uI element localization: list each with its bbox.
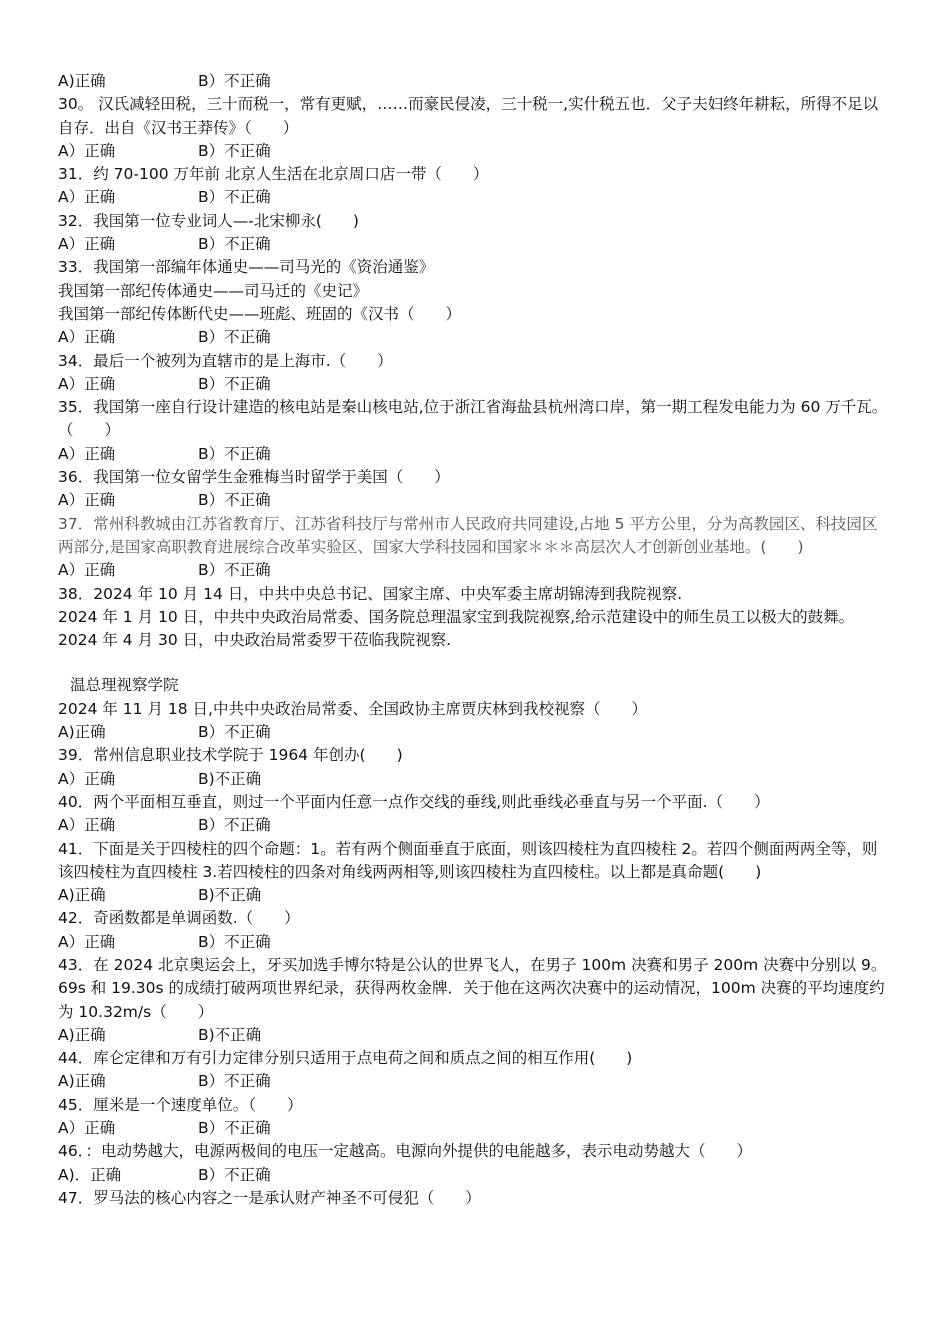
option-b: B)不正确 [198,886,262,905]
option-b: B）不正确 [198,491,271,510]
option-b: B）不正确 [198,188,271,207]
option-b: B）不正确 [198,72,271,90]
answer-options [58,373,890,396]
question-45: 45．厘米是一个速度单位。（ ） [58,1095,303,1114]
question-41: 41．下面是关于四棱柱的四个命题：1。若有两个侧面垂直于底面，则该四棱柱为直四棱柱 2。若四个侧面两两全等，则该四棱柱为直四棱柱 3.若四棱柱的四条对角线两两相等,则该四棱柱为直四棱柱。以上都是真命题( ) [58,839,878,881]
option-b: B）不正确 [198,1119,271,1138]
question-40: 40．两个平面相互垂直，则过一个平面内任意一点作交线的垂线,则此垂线必垂直与另一个平面.（ ） [58,792,770,811]
question-33: 33．我国第一部编年体通史——司马光的《资治通鉴》 [58,258,435,277]
question-33-line-3: 我国第一部纪传体断代史——班彪、班固的《汉书（ ） [58,304,462,323]
option-a: A)正确 [58,886,106,905]
answer-options [58,140,890,163]
question-37[interactable]: 37．常州科教城由江苏省教育厅、江苏省科技厅与常州市人民政府共同建设,占地 5 平方公里，分为高教园区、科技园区两部分,是国家高职教育进展综合改革实验区、国家大学科技园和国家＊＊＊高层次人才创新创业基地。( ) [58,514,878,556]
answer-options [58,814,890,837]
option-b: B）不正确 [198,374,271,393]
option-a: A)．正确 [58,1165,122,1184]
answer-options [58,70,890,93]
option-a: A)正确 [58,723,106,742]
option-b: B）不正确 [198,932,271,951]
blank-gap [58,652,890,674]
question-35: 35．我国第一座自行设计建造的核电站是秦山核电站,位于浙江省海盐县杭州湾口岸，第一期工程发电能力为 60 万千瓦。（ ） [58,398,888,440]
answer-options [58,186,890,209]
answer-options [58,1070,890,1093]
option-a: A）正确 [58,491,116,510]
option-a: A）正确 [58,1119,116,1138]
answer-options [58,233,890,256]
option-a: A)正确 [58,72,106,90]
option-b: B）不正确 [198,141,271,160]
answer-options [58,721,890,744]
answer-options [58,768,890,791]
option-b: B）不正确 [198,816,271,835]
option-b: B）不正确 [198,1072,271,1091]
question-33-line-2: 我国第一部纪传体通史——司马迁的《史记》 [58,281,369,300]
question-46: 46．：电动势越大，电源两极间的电压一定越高。电源向外提供的电能越多，表示电动势越大（ ） [58,1142,752,1161]
question-38-line-4: 2024 年 11 月 18 日,中共中央政治局常委、全国政协主席贾庆林到我校视察（ ） [58,699,647,718]
option-a: A）正确 [58,816,116,835]
question-47: 47．罗马法的核心内容之一是承认财产神圣不可侵犯（ ） [58,1188,481,1207]
option-a: A）正确 [58,769,116,788]
option-b: B）不正确 [198,1165,271,1184]
question-38: 38．2024 年 10 月 14 日，中共中央总书记、国家主席、中央军委主席胡锦涛到我院视察. [58,584,683,603]
option-a: A）正确 [58,374,116,393]
answer-options [58,931,890,954]
question-34: 34．最后一个被列为直辖市的是上海市.（ ） [58,351,393,370]
question-36: 36．我国第一位女留学生金雅梅当时留学于美国（ ） [58,468,450,487]
option-a: A）正确 [58,188,116,207]
answer-options [58,1024,890,1047]
option-a: A）正确 [58,444,116,463]
question-39: 39．常州信息职业技术学院于 1964 年创办( ) [58,746,403,765]
question-38-line-3: 2024 年 4 月 30 日，中央政治局常委罗干莅临我院视察. [58,631,452,650]
answer-options [58,1117,890,1140]
option-a: A)正确 [58,1072,106,1091]
question-30: 30。 汉氏减轻田税，三十而税一，常有更赋，……而豪民侵凌，三十税一,实什税五也．父子夫妇终年耕耘，所得不足以自存．出自《汉书王莽传》（ ） [58,95,879,137]
image-caption: 温总理视察学院 [70,676,179,695]
question-32: 32．我国第一位专业词人—-北宋柳永( ) [58,211,359,230]
answer-options [58,443,890,466]
option-b: B）不正确 [198,328,271,347]
option-a: A）正确 [58,141,116,160]
option-a: A）正确 [58,561,116,580]
question-44: 44．库仑定律和万有引力定律分别只适用于点电荷之间和质点之间的相互作用( ) [58,1049,633,1068]
question-38-line-2: 2024 年 1 月 10 日，中共中央政治局常委、国务院总理温家宝到我院视察,给示范建设中的师生员工以极大的鼓舞。 [58,607,855,626]
answer-options [58,489,890,512]
question-31: 31．约 70-100 万年前 北京人生活在北京周口店一带（ ） [58,165,489,184]
question-43: 43．在 2024 北京奥运会上，牙买加选手博尔特是公认的世界飞人，在男子 100m 决赛和男子 200m 决赛中分别以 9。69s 和 19.30s 的成绩打破两项世界纪录，获得两枚金牌．关于他在这两次决赛中的运动情况，100m 决赛的平均速度约为 10.32m/s（ ） [58,955,887,1021]
option-a: A）正确 [58,932,116,951]
option-a: A)正确 [58,1025,106,1044]
question-42: 42．奇函数都是单调函数.（ ） [58,909,300,928]
option-a: A）正确 [58,235,116,254]
option-b: B）不正确 [198,444,271,463]
answer-options [58,326,890,349]
option-b: B）不正确 [198,561,271,580]
answer-options [58,559,890,582]
option-b: B）不正确 [198,235,271,254]
option-b: B)不正确 [198,1025,262,1044]
option-b: B)不正确 [198,769,262,788]
option-b: B）不正确 [198,723,271,742]
answer-options [58,1164,890,1187]
option-a: A）正确 [58,328,116,347]
answer-options [58,884,890,907]
